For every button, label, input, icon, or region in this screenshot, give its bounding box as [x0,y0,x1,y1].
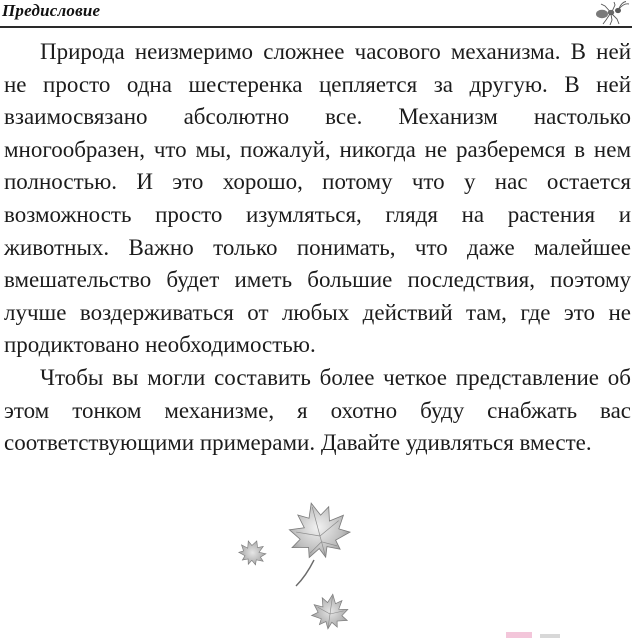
edge-mark-gray [540,634,560,638]
maple-leaves-icon [230,496,370,640]
edge-mark [506,632,532,638]
paragraph-2: Чтобы вы могли составить более четкое представление об этом тонком механизме, я охотно буду снабжать вас соответствующими примерами. Давайте удивляться вместе. [4,364,631,456]
ant-icon [588,0,632,26]
running-header [0,0,632,28]
section-title: Предисловие [2,1,101,20]
paragraph-1: Природа неизмеримо сложнее часового механизма. В ней не просто одна шестеренка цепляется за другую. В ней взаимосвязано абсолютно все. Механизм настолько многообразен, что мы, пожалуй, никогда не разберемся в нем полностью. И это хорошо, потому что у нас остается возможность просто изумляться, глядя на растения и животных. Важно только понимать, что даже малейшее вмешательство будет иметь большие последствия, поэтому лучше воздерживаться от любых действий там, где это не продиктовано необходимостью. [4,39,631,358]
preface-body [4,36,631,460]
